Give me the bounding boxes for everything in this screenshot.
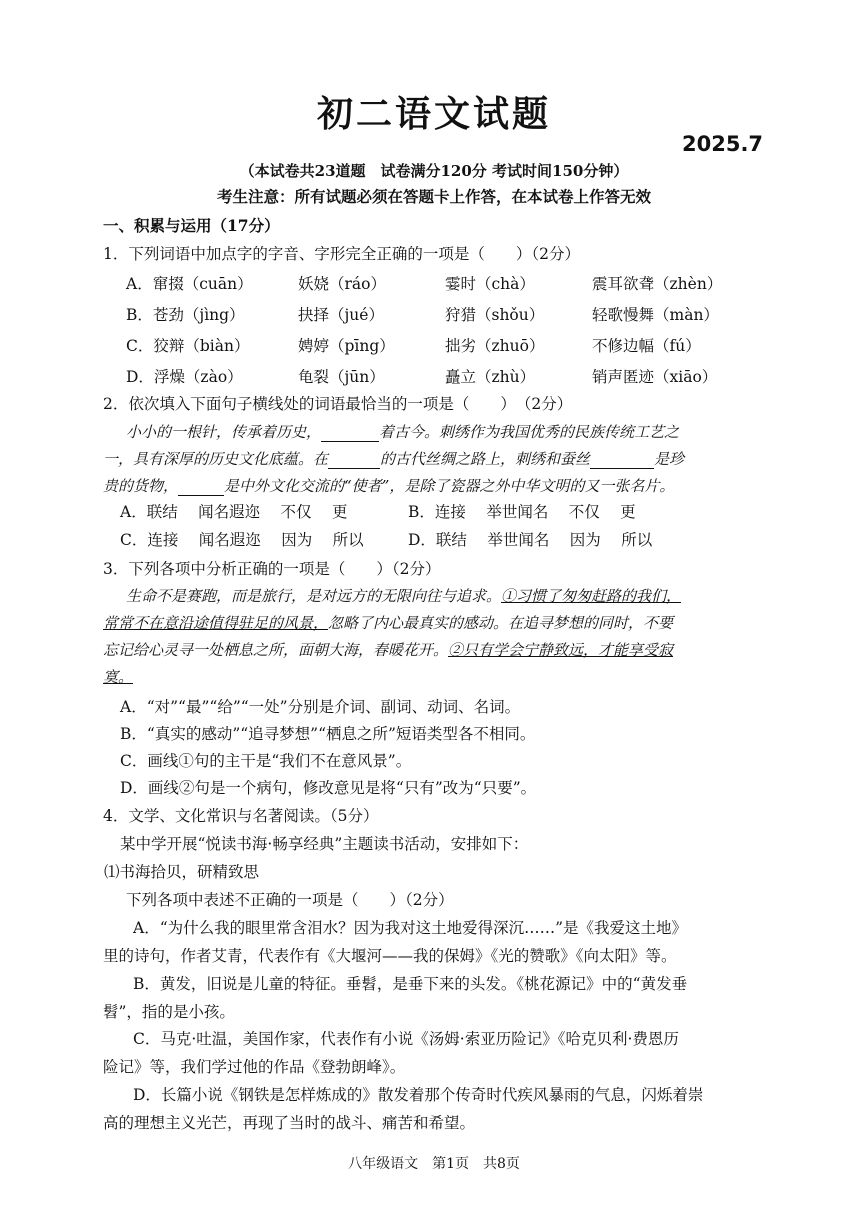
q2-passage-line-1 xyxy=(126,421,679,442)
q1-option-b-4: 轻歌慢舞（màn） xyxy=(592,306,719,324)
q4-option-c-line-1: C．马克·吐温，美国作家，代表作有小说《汤姆·索亚历险记》《哈克贝利·费恩历 xyxy=(133,1030,679,1048)
q3-underlined-2b: 寞。 xyxy=(103,668,134,686)
q2-passage-3a: 贵的货物， xyxy=(103,477,179,495)
q1-option-d-1: D．浮燥（zào） xyxy=(126,368,243,386)
q2-option-d: D．联结 举世闻名 因为 所以 xyxy=(408,531,653,549)
q3-option-a: A．“对”“最”“给”“一处”分别是介词、副词、动词、名词。 xyxy=(120,698,521,716)
q2-blank-4 xyxy=(178,477,224,496)
q2-passage-2b: 的古代丝绸之路上，刺绣和蚕丝 xyxy=(380,450,591,468)
q4-intro: 某中学开展“悦读书海·畅享经典”主题读书活动，安排如下： xyxy=(120,835,529,853)
q4-stem: 4．文学、文化常识与名著阅读。（5分） xyxy=(103,807,379,825)
q2-option-a: A．联结 闻名遐迩 不仅 更 xyxy=(120,503,348,521)
q3-option-c: C．画线①句的主干是“我们不在意风景”。 xyxy=(120,752,412,770)
q3-passage-1a: 生命不是赛跑，而是旅行，是对远方的无限向往与追求。 xyxy=(126,587,502,605)
q3-stem: 3．下列各项中分析正确的一项是（ ）（2分） xyxy=(103,560,441,578)
q3-option-b: B．“真实的感动”“追寻梦想”“栖息之所”短语类型各不相同。 xyxy=(120,725,536,743)
q4-option-b-line-2: 髫”，指的是小孩。 xyxy=(103,1003,235,1021)
q3-passage-line-3 xyxy=(103,639,673,660)
q3-passage-2b: 忽略了内心最真实的感动。在追寻梦想的同时，不要 xyxy=(328,614,674,632)
q3-passage-line-4 xyxy=(103,666,133,687)
q3-passage-line-1 xyxy=(126,585,681,606)
q1-option-d-2: 龟裂（jūn） xyxy=(298,368,385,386)
q2-passage-3b: 是中外文化交流的“使者”，是除了瓷器之外中华文明的又一张名片。 xyxy=(224,477,675,495)
q3-underlined-2a: ②只有学会宁静致远，才能享受寂 xyxy=(448,641,674,659)
q2-blank-3 xyxy=(590,450,654,469)
q3-underlined-1b: 常常不在意沿途值得驻足的风景， xyxy=(103,614,329,632)
q2-stem: 2．依次填入下面句子横线处的词语最恰当的一项是（ ） （2分） xyxy=(103,395,573,413)
q2-passage-1a: 小小的一根针，传承着历史， xyxy=(126,423,322,441)
page-title: 初二语文试题 xyxy=(316,93,551,135)
q2-passage-line-3 xyxy=(103,475,674,496)
q4-sub1-heading: ⑴书海拾贝，研精致思 xyxy=(104,863,260,881)
q2-blank-2 xyxy=(328,450,380,469)
q4-option-d-line-1: D．长篇小说《钢铁是怎样炼成的》散发着那个传奇时代疾风暴雨的气息，闪烁着崇 xyxy=(133,1086,704,1104)
q2-passage-2c: 是珍 xyxy=(654,450,685,468)
q1-option-d-3: 矗立（zhù） xyxy=(445,368,536,386)
q1-option-c-4: 不修边幅（fú） xyxy=(592,337,701,355)
q1-option-a-1: A．窜掇（cuān） xyxy=(126,275,253,293)
q1-option-b-1: B．苍劲（jìng） xyxy=(126,306,245,324)
q1-option-c-3: 拙劣（zhuō） xyxy=(445,337,545,355)
exam-notice: 考生注意：所有试题必须在答题卡上作答，在本试卷上作答无效 xyxy=(216,187,651,206)
q2-passage-1b: 着古今。刺绣作为我国优秀的民族传统工艺之 xyxy=(379,423,680,441)
q4-option-a-line-2: 里的诗句，作者艾青，代表作有《大堰河——我的保姆》《光的赞歌》《向太阳》等。 xyxy=(103,947,677,965)
q1-option-c-2: 娉婷（pīng） xyxy=(298,337,395,355)
q1-option-b-3: 狩猎（shǒu） xyxy=(445,306,545,324)
q4-option-a-line-1: A．“为什么我的眼里常含泪水？因为我对这土地爱得深沉……”是《我爱这土地》 xyxy=(133,919,688,937)
q2-option-b: B．连接 举世闻名 不仅 更 xyxy=(408,503,636,521)
q4-option-b-line-1: B．黄发，旧说是儿童的特征。垂髫，是垂下来的头发。《桃花源记》中的“黄发垂 xyxy=(133,975,688,993)
q2-option-c: C．连接 闻名遐迩 因为 所以 xyxy=(120,531,364,549)
q3-option-d: D．画线②句是一个病句，修改意见是将“只有”改为“只要”。 xyxy=(120,779,537,797)
q4-sub1-stem: 下列各项中表述不正确的一项是（ ）（2分） xyxy=(126,891,454,909)
q1-option-a-3: 霎时（chà） xyxy=(445,275,535,293)
q1-option-b-2: 抉择（jué） xyxy=(298,306,384,324)
q4-option-d-line-2: 高的理想主义光芒，再现了当时的战斗、痛苦和希望。 xyxy=(103,1114,476,1132)
q1-option-d-4: 销声匿迹（xiāo） xyxy=(592,368,718,386)
q2-passage-2a: 一，具有深厚的历史文化底蕴。在 xyxy=(103,450,329,468)
q1-option-c-1: C．狡辩（biàn） xyxy=(126,337,250,355)
q3-underlined-1a: ①习惯了匆匆赶路的我们， xyxy=(501,587,682,605)
q2-passage-line-2 xyxy=(103,448,684,469)
page-footer: 八年级语文 第1页 共8页 xyxy=(348,1156,520,1172)
exam-date: 2025.7 xyxy=(682,132,764,156)
section-heading: 一、积累与运用（17分） xyxy=(103,216,280,235)
q2-blank-1 xyxy=(321,423,379,442)
q1-option-a-4: 震耳欲聋（zhèn） xyxy=(592,275,723,293)
exam-info: （本试卷共23道题 试卷满分120分 考试时间150分钟） xyxy=(239,162,629,180)
q1-option-a-2: 妖娆（ráo） xyxy=(298,275,386,293)
q3-passage-3a: 忘记给心灵寻一处栖息之所，面朝大海，春暖花开。 xyxy=(103,641,449,659)
q3-passage-line-2 xyxy=(103,612,673,633)
q1-stem: 1．下列词语中加点字的字音、字形完全正确的一项是（ ）（2分） xyxy=(103,245,580,263)
q4-option-c-line-2: 险记》等，我们学过他的作品《登勃朗峰》。 xyxy=(103,1058,406,1076)
